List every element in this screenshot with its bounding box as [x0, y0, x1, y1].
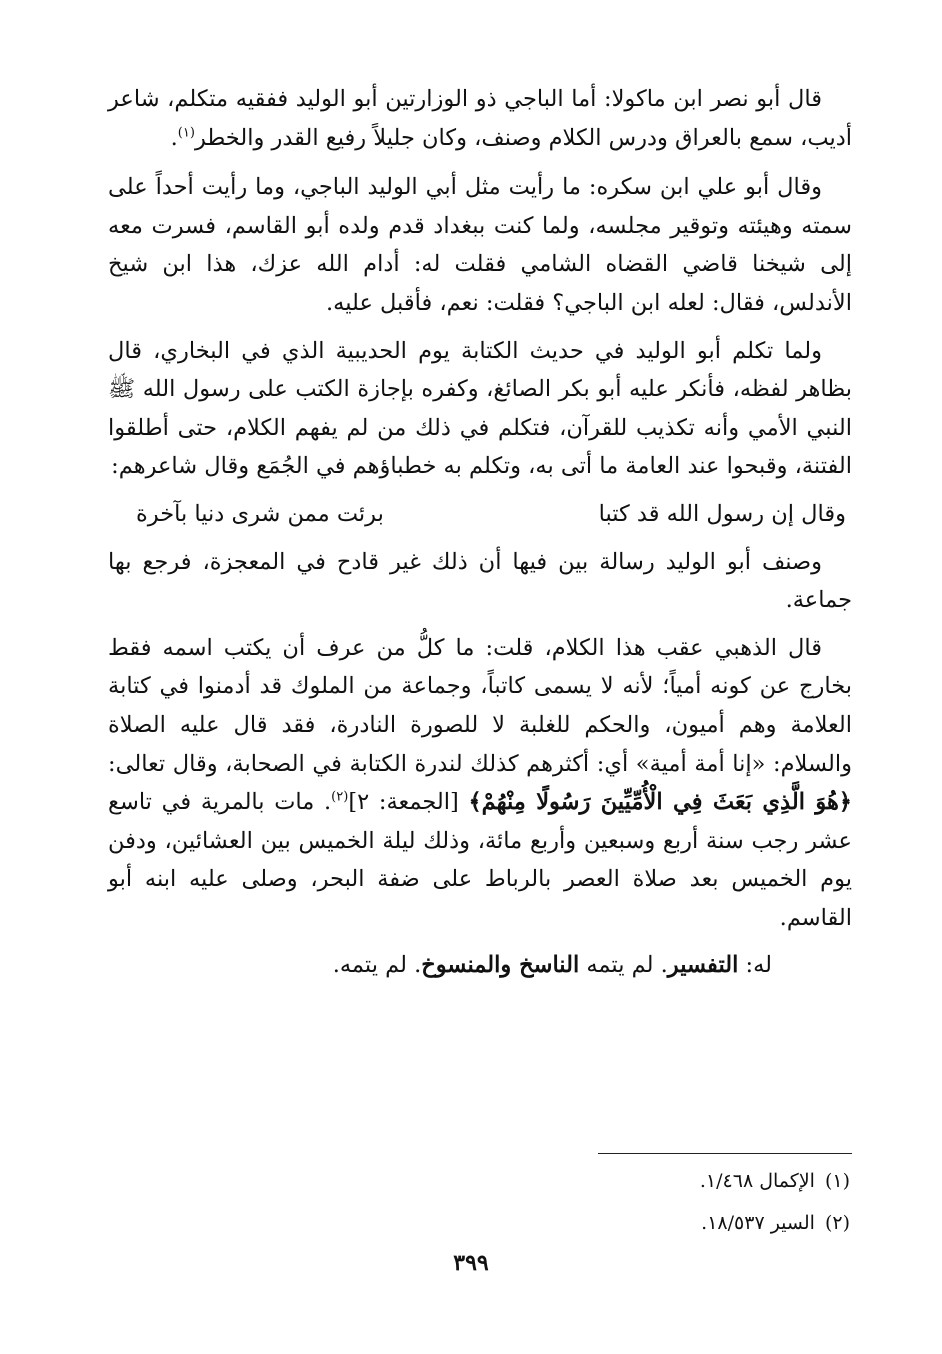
paragraph-text-death: . مات بالمرية في تاسع عشر رجب سنة أربع وسبعين وأربع مائة، وذلك ليلة الخميس بين العشائين، ودفن يوم الخميس بعد صلاة العصر بالرباط على ضفة البحر، وصلى عليه ابنه أبو القاسم.	[108, 789, 852, 931]
work-note: . لم يتمه.	[332, 952, 422, 979]
quran-citation: [الجمعة: ٢]	[348, 789, 459, 816]
paragraph-ibn-makula	[108, 80, 852, 157]
footnotes	[350, 1160, 850, 1244]
paragraph-ibn-sukkara: وقال أبو علي ابن سكره: ما رأيت مثل أبي الوليد الباجي، وما رأيت أحداً على سمته وهيئته وتوقير مجلسه، ولما كنت ببغداد قدم ولده أبو القاسم، فسرت معه إلى شيخنا قاضي القضاه الشامي فقلت له: أدام الله عزك، هذا ابن شيخ الأندلس، فقال: لعله ابن الباجي؟ فقلت: نعم، فأقبل عليه.	[108, 174, 852, 316]
footnote-text: السير ١٨/٥٣٧.	[701, 1212, 815, 1234]
page-number: ٣٩٩	[453, 1250, 489, 1276]
paragraph-dhahabi	[108, 629, 852, 938]
works-line	[108, 946, 852, 985]
footnote-2	[350, 1202, 850, 1244]
footnote-number: (٢)	[824, 1212, 850, 1234]
footnote-marker: (٢)	[331, 789, 349, 805]
footnote-marker: (١)	[177, 125, 195, 141]
poetry-verse	[108, 495, 852, 534]
paragraph-end: .	[170, 124, 178, 151]
paragraph-text: قال أبو نصر ابن ماكولا: أما الباجي ذو الوزارتين أبو الوليد ففقيه متكلم، شاعر أديب، سمع بالعراق ودرس الكلام وصنف، وكان جليلاً رفيع القدر والخطر	[108, 86, 852, 151]
paragraph-risala: وصنف أبو الوليد رسالة بين فيها أن ذلك غير قادح في المعجزة، فرجع بها جماعة.	[108, 548, 852, 614]
quran-verse: ﴿هُوَ الَّذِي بَعَثَ فِي الْأُمِّيِّينَ رَسُولًا مِنْهُمْ﴾	[468, 789, 852, 816]
verse-second-hemistich: برئت ممن شرى دنيا بآخرة	[136, 500, 384, 527]
footnote-text: الإكمال ١/٤٦٨.	[699, 1170, 815, 1192]
verse-first-hemistich: وقال إن رسول الله قد كتبا	[598, 500, 846, 527]
main-text	[108, 80, 852, 994]
work-title: الناسخ والمنسوخ	[421, 952, 580, 979]
paragraph-hudaybiya: ولما تكلم أبو الوليد في حديث الكتابة يوم الحديبية الذي في البخاري، قال بظاهر لفظه، فأنكر عليه أبو بكر الصائغ، وكفره بإجازة الكتب على رسول الله ﷺ النبي الأمي وأنه تكذيب للقرآن، فتكلم في ذلك من لم يفهم الكلام، حتى أطلقوا الفتنة، وقبحوا عند العامة ما أتى به، وتكلم به خطباؤهم في الجُمَع وقال شاعرهم:	[108, 337, 852, 480]
paragraph-text: قال الذهبي عقب هذا الكلام، قلت: ما كلُّ من عرف أن يكتب اسمه فقط بخارج عن كونه أمياً؛ لأنه لا يسمى كاتباً، وجماعة من الملوك قد أدمنوا في كتابة العلامة وهم أميون، والحكم للغلبة لا للصورة النادرة، فقد قال عليه الصلاة والسلام: «إنا أمة أمية» أي: أكثرهم كذلك لندرة الكتابة في الصحابة، وقال تعالى:	[108, 634, 852, 777]
footnote-1	[350, 1160, 850, 1202]
work-note: . لم يتمه	[586, 952, 668, 979]
footnote-number: (١)	[824, 1170, 850, 1192]
works-prefix: له:	[745, 952, 772, 979]
work-title: التفسير	[667, 952, 739, 979]
footnote-divider	[598, 1153, 852, 1154]
